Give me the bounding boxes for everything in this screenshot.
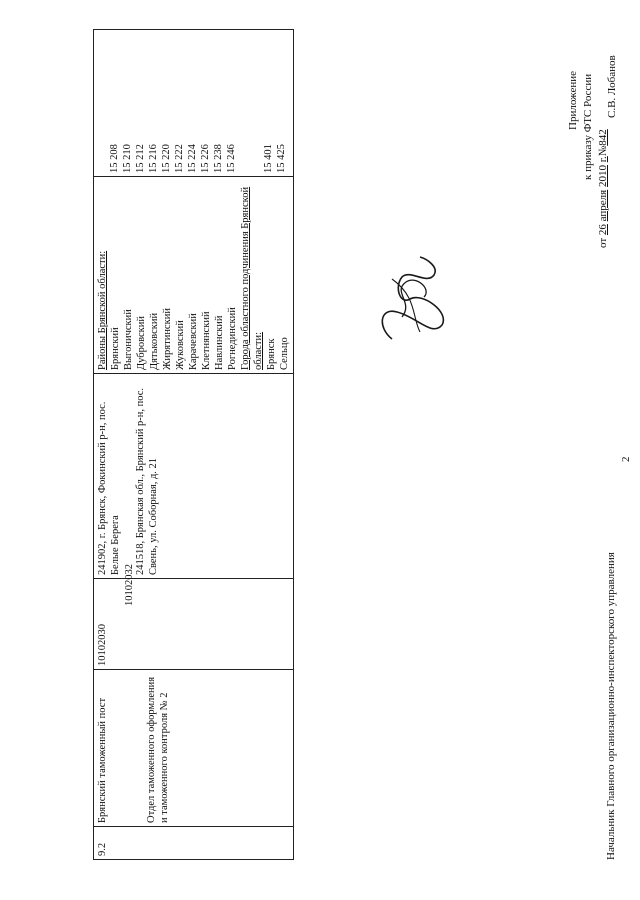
appendix-order-ref: к приказу ФТС России: [582, 73, 594, 180]
list-item: Жирятинский: [162, 308, 173, 370]
list-item: 15 208: [109, 144, 120, 173]
list-item: 15 401: [263, 144, 274, 173]
list-item: Навлинский: [214, 315, 225, 370]
date-year: 2010: [597, 165, 609, 188]
date-day: 26: [597, 224, 609, 236]
row-index: 9.2: [94, 827, 294, 860]
unit-codes-cell: [94, 564, 294, 670]
appendix-date-line: [596, 16, 611, 248]
signatory-name: С.В. Лобанов: [606, 55, 618, 118]
list-item: 15 224: [187, 144, 198, 173]
appendix-header: [566, 16, 611, 248]
list-item: Выгоничский: [123, 309, 134, 370]
customs-table: [93, 29, 294, 860]
order-number: 842: [597, 129, 609, 146]
signatory-position: Начальник Главного организационно-инспекторского управления: [605, 552, 617, 860]
list-item: 15 246: [226, 144, 237, 173]
list-item: Сельцо: [279, 337, 290, 370]
post-code: 10102030: [97, 624, 108, 666]
list-item: Карачевский: [188, 313, 199, 370]
cities-header: Города областного подчинения Брянской области:: [240, 186, 264, 370]
post-address: 241902, г. Брянск, Фокинский р-н, пос. Белые Берега: [97, 401, 121, 575]
list-item: Клетнянский: [201, 311, 212, 370]
list-item: 15 216: [148, 144, 159, 173]
unit-names-cell: [94, 670, 294, 827]
appendix-title: Приложение: [567, 70, 579, 130]
department-name: Отдел таможенного оформления и таможенного контроля № 2: [146, 676, 170, 823]
list-item: 15 425: [276, 144, 287, 173]
list-item: 15 210: [122, 144, 133, 173]
department-code: 10102032: [124, 564, 135, 606]
signature-image: [372, 252, 452, 347]
table-row: [94, 30, 294, 860]
list-item: 15 238: [213, 144, 224, 173]
list-item: 15 226: [200, 144, 211, 173]
list-item: Рогнединский: [227, 307, 238, 370]
department-address: 241518, Брянская обл., Брянский р-н, пос. Свень, ул. Соборная, д. 21: [135, 387, 159, 575]
addresses-cell: [94, 374, 294, 579]
date-suffix: г.: [597, 156, 609, 163]
regions-header: Районы Брянской области:: [97, 250, 108, 370]
okato-codes-cell: [94, 30, 294, 177]
list-item: Брянский: [110, 327, 121, 370]
list-item: Дубровский: [136, 315, 147, 370]
page-number: 2: [620, 456, 632, 462]
list-item: 15 220: [161, 144, 172, 173]
list-item: Жуковский: [175, 320, 186, 370]
list-item: Брянск: [266, 338, 277, 370]
date-month: апреля: [597, 189, 609, 222]
list-item: 15 222: [174, 144, 185, 173]
post-name: Брянский таможенный пост: [97, 697, 108, 823]
list-item: Дятьковский: [149, 312, 160, 370]
date-prefix: от: [597, 237, 609, 248]
regions-cell: [94, 177, 294, 374]
list-item: 15 212: [135, 144, 146, 173]
number-prefix: №: [597, 145, 609, 157]
